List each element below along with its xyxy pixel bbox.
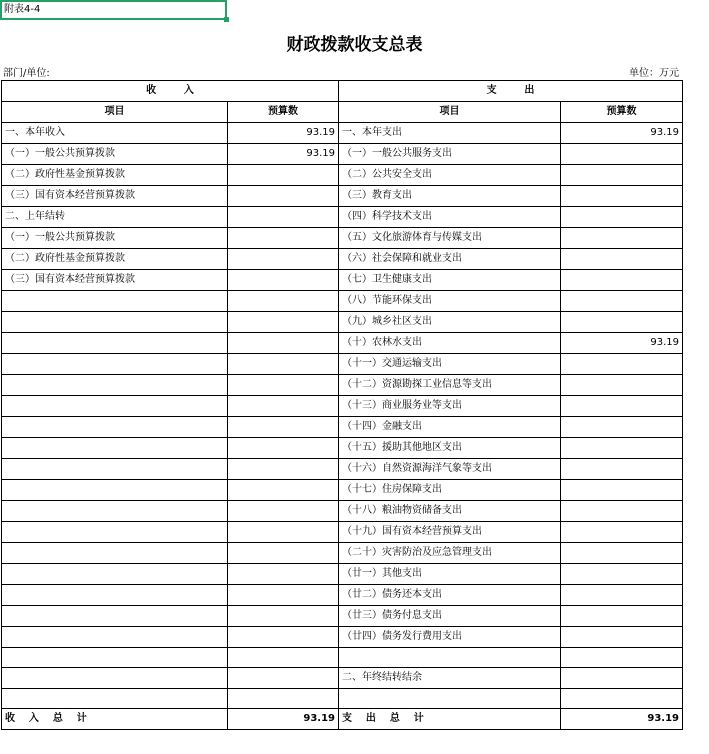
- income-budget-cell[interactable]: [228, 480, 339, 501]
- income-budget-cell[interactable]: [228, 585, 339, 606]
- expense-item-cell[interactable]: （三）教育支出: [339, 186, 561, 207]
- expense-item-cell[interactable]: （廿三）债务付息支出: [339, 606, 561, 627]
- income-item-cell[interactable]: [2, 543, 228, 564]
- table-row: [2, 207, 683, 228]
- table-row: [2, 668, 683, 689]
- expense-budget-cell[interactable]: 93.19: [561, 123, 683, 144]
- table-row: [2, 312, 683, 333]
- expense-budget-cell[interactable]: [561, 186, 683, 207]
- table-row: [2, 501, 683, 522]
- expense-item-cell[interactable]: （六）社会保障和就业支出: [339, 249, 561, 270]
- table-row: [2, 627, 683, 648]
- income-item-cell[interactable]: [2, 480, 228, 501]
- budget-table: [1, 80, 683, 730]
- income-budget-header: 预算数: [228, 102, 339, 123]
- table-row: [2, 291, 683, 312]
- income-item-cell[interactable]: [2, 291, 228, 312]
- income-budget-cell[interactable]: [228, 333, 339, 354]
- income-item-cell[interactable]: [2, 312, 228, 333]
- expense-item-cell[interactable]: （十八）粮油物资储备支出: [339, 501, 561, 522]
- expense-budget-cell[interactable]: [561, 543, 683, 564]
- income-budget-cell[interactable]: [228, 564, 339, 585]
- income-budget-cell[interactable]: [228, 522, 339, 543]
- expense-budget-cell[interactable]: [561, 417, 683, 438]
- selected-cell-a1[interactable]: [0, 0, 227, 20]
- expense-item-cell[interactable]: （一）一般公共服务支出: [339, 144, 561, 165]
- income-budget-cell[interactable]: [228, 312, 339, 333]
- expense-budget-cell[interactable]: [561, 354, 683, 375]
- expense-item-cell[interactable]: （十一）交通运输支出: [339, 354, 561, 375]
- expense-budget-cell[interactable]: [561, 668, 683, 689]
- income-total-label[interactable]: 收 入 总 计: [2, 709, 228, 730]
- expense-item-header: 项目: [339, 102, 561, 123]
- income-item-cell[interactable]: （二）政府性基金预算拨款: [2, 165, 228, 186]
- section-header-row: [2, 81, 683, 102]
- income-budget-cell[interactable]: [228, 438, 339, 459]
- income-item-cell[interactable]: [2, 501, 228, 522]
- income-budget-cell[interactable]: [228, 501, 339, 522]
- expense-item-cell[interactable]: （廿二）债务还本支出: [339, 585, 561, 606]
- income-item-cell[interactable]: 二、上年结转: [2, 207, 228, 228]
- expense-budget-cell[interactable]: [561, 501, 683, 522]
- expense-budget-cell[interactable]: [561, 564, 683, 585]
- income-budget-cell[interactable]: [228, 396, 339, 417]
- expense-budget-cell[interactable]: [561, 522, 683, 543]
- column-header-row: [2, 102, 683, 123]
- income-item-cell[interactable]: [2, 438, 228, 459]
- table-row: [2, 333, 683, 354]
- expense-item-cell[interactable]: [339, 648, 561, 668]
- expense-item-cell[interactable]: （十五）援助其他地区支出: [339, 438, 561, 459]
- income-item-cell[interactable]: [2, 396, 228, 417]
- income-item-cell[interactable]: [2, 606, 228, 627]
- expense-budget-cell[interactable]: [561, 228, 683, 249]
- expense-item-cell[interactable]: （二十）灾害防治及应急管理支出: [339, 543, 561, 564]
- expense-item-cell[interactable]: （十九）国有资本经营预算支出: [339, 522, 561, 543]
- department-label: 部门/单位:: [3, 68, 50, 79]
- expense-item-cell[interactable]: （廿一）其他支出: [339, 564, 561, 585]
- income-item-cell[interactable]: [2, 522, 228, 543]
- income-budget-cell[interactable]: [228, 648, 339, 668]
- expense-budget-cell[interactable]: [561, 438, 683, 459]
- expense-total-value[interactable]: 93.19: [561, 709, 683, 730]
- expense-item-cell[interactable]: 二、年终结转结余: [339, 668, 561, 689]
- expense-budget-cell[interactable]: 93.19: [561, 333, 683, 354]
- total-row: [2, 709, 683, 730]
- expense-budget-cell[interactable]: [561, 165, 683, 186]
- income-budget-cell[interactable]: [228, 270, 339, 291]
- expense-item-cell[interactable]: （十六）自然资源海洋气象等支出: [339, 459, 561, 480]
- table-row: [2, 689, 683, 709]
- income-budget-cell[interactable]: [228, 417, 339, 438]
- expense-budget-cell[interactable]: [561, 375, 683, 396]
- income-budget-cell[interactable]: [228, 375, 339, 396]
- expense-budget-cell[interactable]: [561, 585, 683, 606]
- income-item-cell[interactable]: [2, 585, 228, 606]
- income-total-value[interactable]: 93.19: [228, 709, 339, 730]
- expense-budget-header: 预算数: [561, 102, 683, 123]
- expense-header: 支 出: [339, 81, 683, 102]
- income-item-cell[interactable]: [2, 689, 228, 709]
- income-item-cell[interactable]: [2, 459, 228, 480]
- income-budget-cell[interactable]: 93.19: [228, 144, 339, 165]
- income-budget-cell[interactable]: [228, 606, 339, 627]
- income-budget-cell[interactable]: 93.19: [228, 123, 339, 144]
- table-row: [2, 417, 683, 438]
- table-row: [2, 354, 683, 375]
- expense-budget-cell[interactable]: [561, 648, 683, 668]
- table-row: [2, 522, 683, 543]
- income-item-cell[interactable]: [2, 375, 228, 396]
- page-title: 财政拨款收支总表: [286, 35, 423, 55]
- expense-item-cell[interactable]: （五）文化旅游体育与传媒支出: [339, 228, 561, 249]
- income-item-cell[interactable]: [2, 333, 228, 354]
- income-budget-cell[interactable]: [228, 459, 339, 480]
- income-budget-cell[interactable]: [228, 186, 339, 207]
- income-budget-cell[interactable]: [228, 689, 339, 709]
- income-item-cell[interactable]: [2, 417, 228, 438]
- income-item-cell[interactable]: [2, 648, 228, 668]
- table-row: [2, 186, 683, 207]
- table-row: [2, 459, 683, 480]
- income-item-cell[interactable]: [2, 564, 228, 585]
- expense-item-cell[interactable]: （十三）商业服务业等支出: [339, 396, 561, 417]
- table-row: [2, 438, 683, 459]
- income-budget-cell[interactable]: [228, 668, 339, 689]
- income-item-cell[interactable]: 一、本年收入: [2, 123, 228, 144]
- table-row: [2, 249, 683, 270]
- expense-item-cell[interactable]: （九）城乡社区支出: [339, 312, 561, 333]
- expense-budget-cell[interactable]: [561, 249, 683, 270]
- income-item-cell[interactable]: [2, 354, 228, 375]
- expense-item-cell[interactable]: （七）卫生健康支出: [339, 270, 561, 291]
- expense-item-cell[interactable]: （十二）资源勘探工业信息等支出: [339, 375, 561, 396]
- expense-budget-cell[interactable]: [561, 480, 683, 501]
- expense-item-cell[interactable]: （二）公共安全支出: [339, 165, 561, 186]
- income-budget-cell[interactable]: [228, 165, 339, 186]
- table-row: [2, 564, 683, 585]
- expense-budget-cell[interactable]: [561, 144, 683, 165]
- expense-item-cell[interactable]: （十四）金融支出: [339, 417, 561, 438]
- expense-total-label[interactable]: 支 出 总 计: [339, 709, 561, 730]
- sheet-reference-label: 附表4-4: [4, 4, 41, 15]
- expense-budget-cell[interactable]: [561, 606, 683, 627]
- income-item-cell[interactable]: （三）国有资本经营预算拨款: [2, 270, 228, 291]
- expense-budget-cell[interactable]: [561, 312, 683, 333]
- income-item-cell[interactable]: （一）一般公共预算拨款: [2, 228, 228, 249]
- table-row: [2, 123, 683, 144]
- income-item-cell[interactable]: [2, 668, 228, 689]
- table-row: [2, 144, 683, 165]
- income-item-header: 项目: [2, 102, 228, 123]
- expense-item-cell[interactable]: （四）科学技术支出: [339, 207, 561, 228]
- expense-budget-cell[interactable]: [561, 207, 683, 228]
- expense-item-cell[interactable]: 一、本年支出: [339, 123, 561, 144]
- table-row: [2, 396, 683, 417]
- expense-item-cell[interactable]: （十）农林水支出: [339, 333, 561, 354]
- table-row: [2, 585, 683, 606]
- expense-item-cell[interactable]: （十七）住房保障支出: [339, 480, 561, 501]
- table-row: [2, 606, 683, 627]
- income-budget-cell[interactable]: [228, 543, 339, 564]
- table-row: [2, 165, 683, 186]
- expense-budget-cell[interactable]: [561, 270, 683, 291]
- expense-item-cell[interactable]: （八）节能环保支出: [339, 291, 561, 312]
- table-row: [2, 480, 683, 501]
- table-row: [2, 648, 683, 668]
- expense-budget-cell[interactable]: [561, 459, 683, 480]
- fill-handle[interactable]: [224, 17, 229, 22]
- table-row: [2, 228, 683, 249]
- expense-budget-cell[interactable]: [561, 627, 683, 648]
- income-item-cell[interactable]: [2, 627, 228, 648]
- expense-item-cell[interactable]: （廿四）债务发行费用支出: [339, 627, 561, 648]
- table-row: [2, 543, 683, 564]
- income-header: 收 入: [2, 81, 339, 102]
- income-budget-cell[interactable]: [228, 354, 339, 375]
- expense-budget-cell[interactable]: [561, 689, 683, 709]
- income-budget-cell[interactable]: [228, 207, 339, 228]
- income-item-cell[interactable]: （一）一般公共预算拨款: [2, 144, 228, 165]
- unit-label: 单位：万元: [629, 68, 679, 79]
- income-budget-cell[interactable]: [228, 249, 339, 270]
- table-row: [2, 270, 683, 291]
- income-budget-cell[interactable]: [228, 291, 339, 312]
- income-budget-cell[interactable]: [228, 228, 339, 249]
- expense-budget-cell[interactable]: [561, 396, 683, 417]
- income-item-cell[interactable]: （三）国有资本经营预算拨款: [2, 186, 228, 207]
- expense-budget-cell[interactable]: [561, 291, 683, 312]
- income-item-cell[interactable]: （二）政府性基金预算拨款: [2, 249, 228, 270]
- table-row: [2, 375, 683, 396]
- income-budget-cell[interactable]: [228, 627, 339, 648]
- expense-item-cell[interactable]: [339, 689, 561, 709]
